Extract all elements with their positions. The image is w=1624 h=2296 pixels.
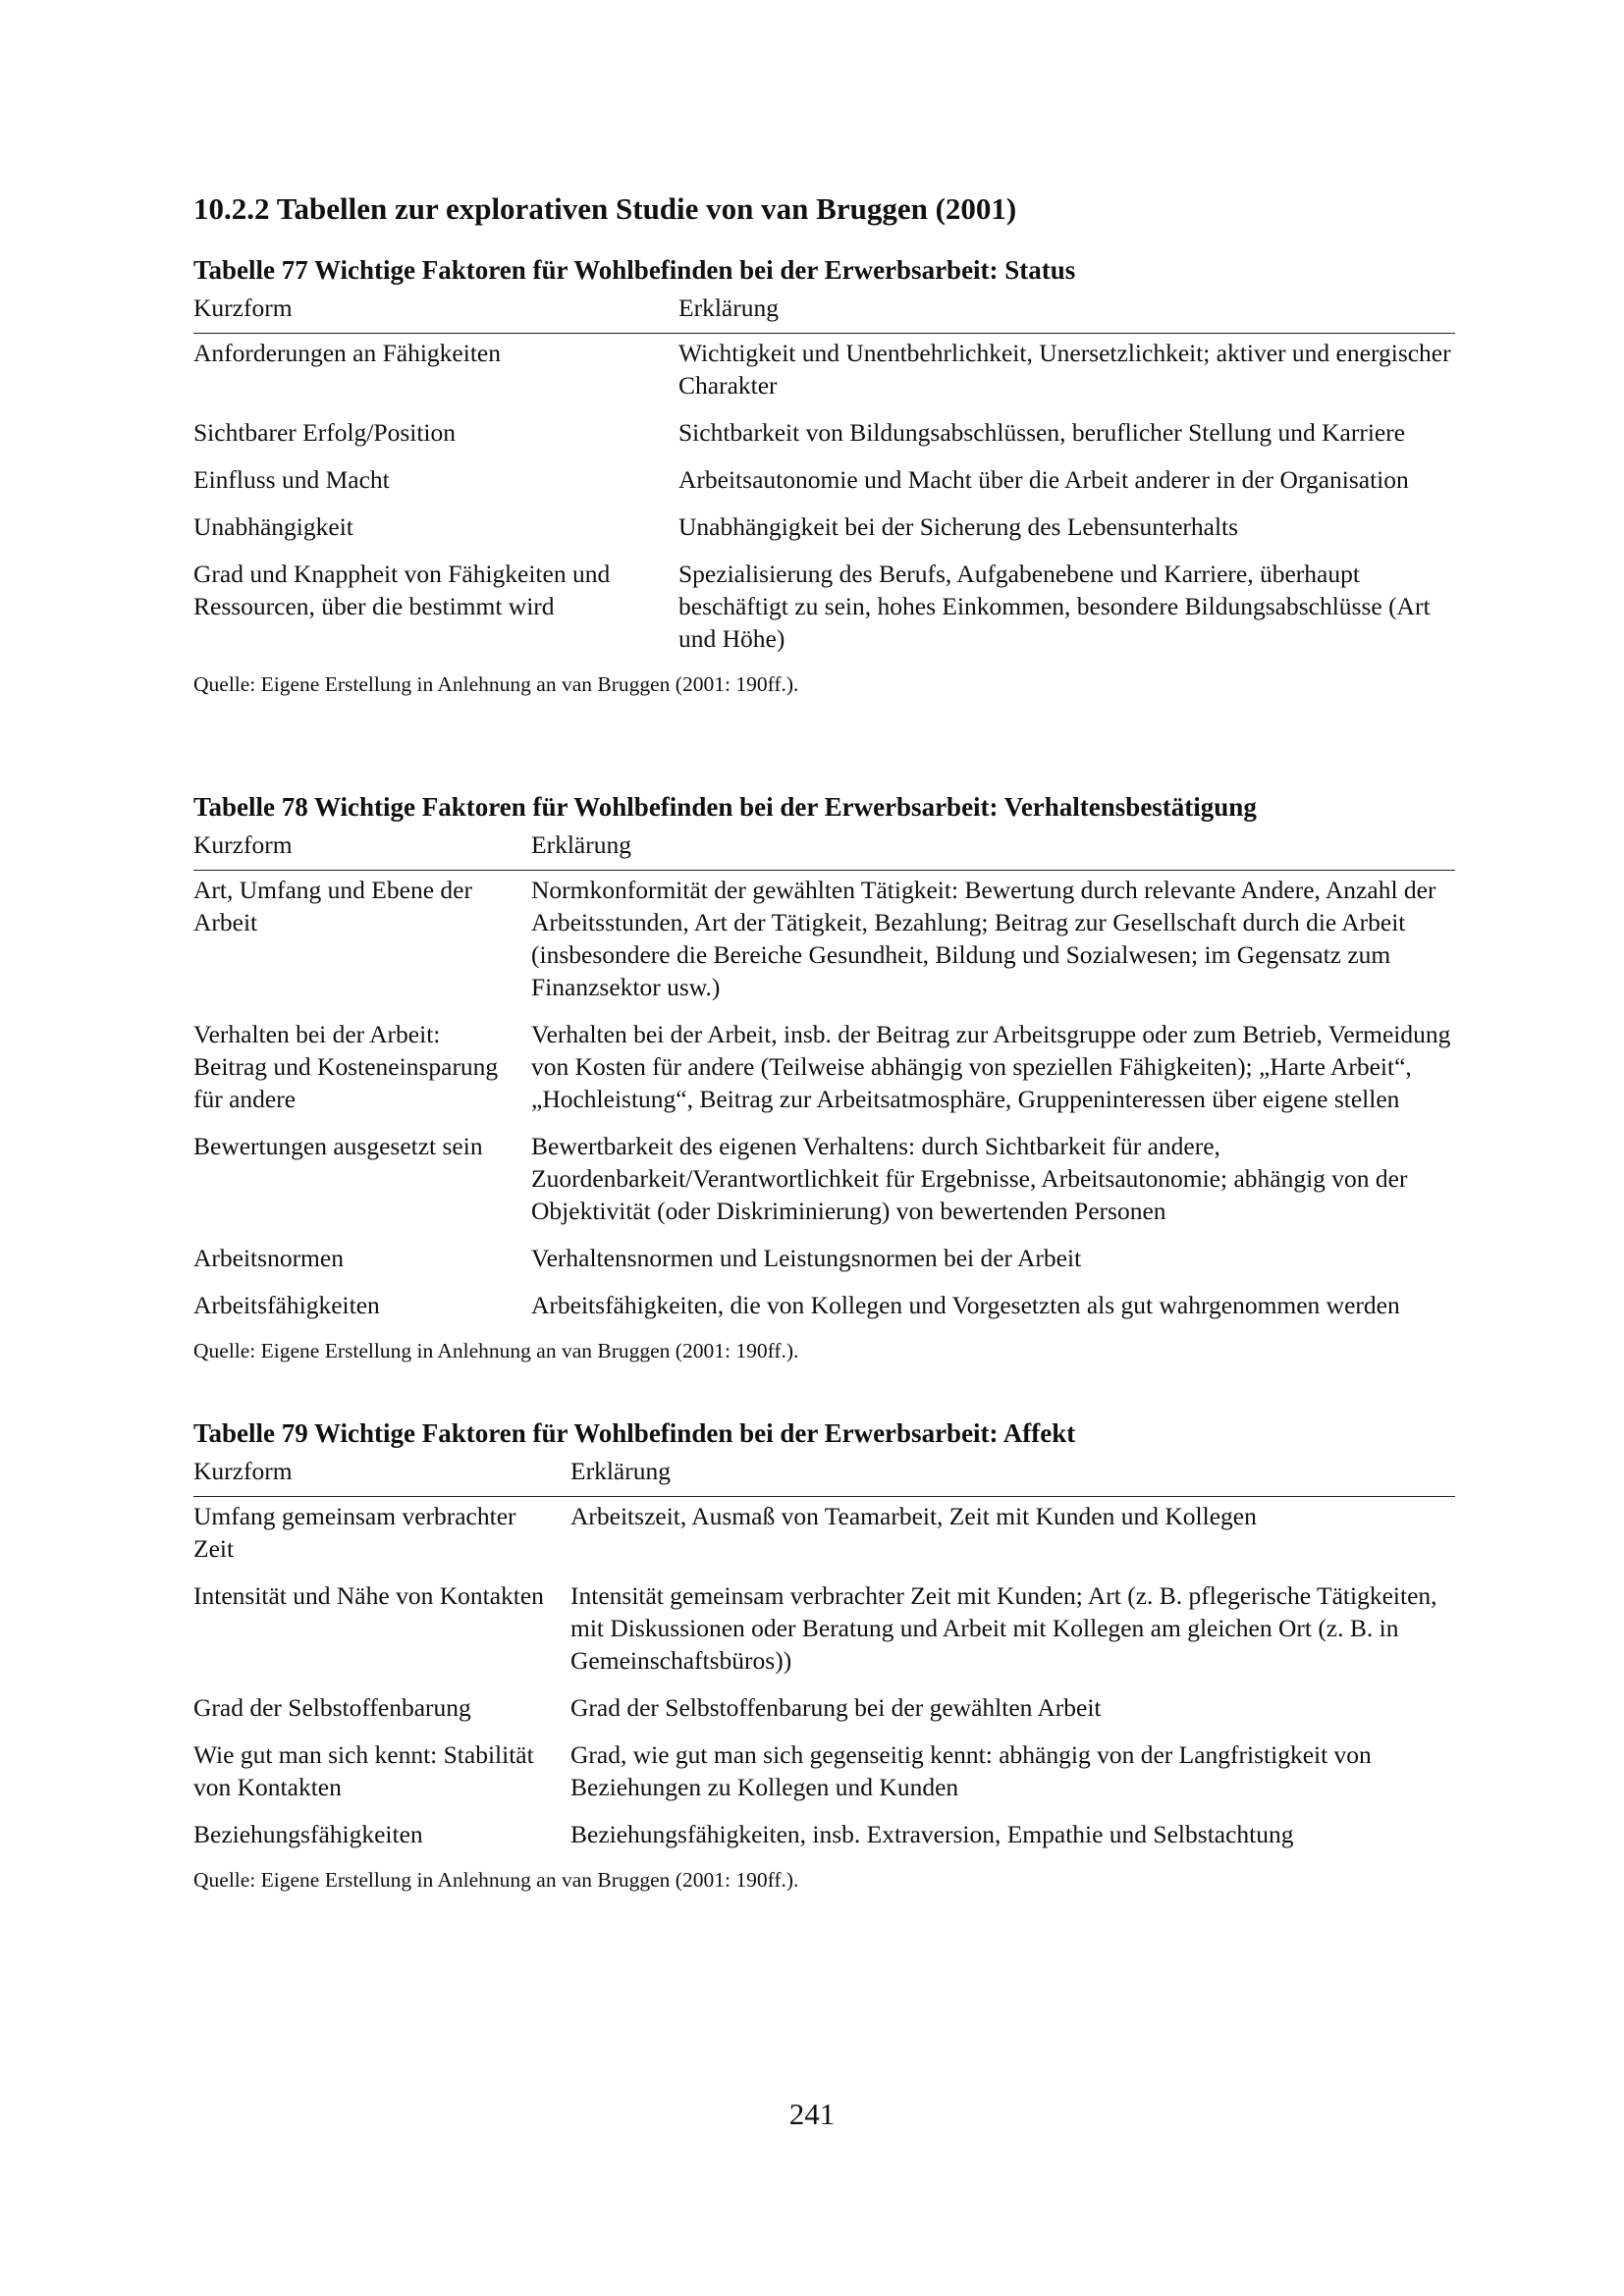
- table-header-row: [193, 828, 1455, 871]
- table-row: [193, 1497, 1455, 1580]
- cell-kurzform: Art, Umfang und Ebene der Arbeit: [193, 876, 472, 936]
- table-77-block: [193, 254, 1455, 697]
- cell-erklaerung: Sichtbarkeit von Bildungsabschlüssen, beruflicher Stellung und Karriere: [678, 418, 1406, 447]
- table-title: Tabelle 77 Wichtige Faktoren für Wohlbefinden bei der Erwerbsarbeit: Status: [193, 255, 1076, 285]
- header-erklaerung: Erklärung: [678, 292, 1455, 334]
- cell-kurzform: Einfluss und Macht: [193, 465, 390, 494]
- table-row: [193, 1691, 1455, 1738]
- cell-erklaerung: Unabhängigkeit bei der Sicherung des Lebensunterhalts: [678, 512, 1239, 541]
- table-source-note: Quelle: Eigene Erstellung in Anlehnung an van Bruggen (2001: 190ff.).: [193, 672, 799, 696]
- document-page: [193, 191, 1455, 1893]
- table-row: [193, 1579, 1455, 1691]
- cell-erklaerung: Wichtigkeit und Unentbehrlichkeit, Unersetzlichkeit; aktiver und energischer Charakter: [678, 339, 1451, 400]
- table-78-block: [193, 791, 1455, 1363]
- cell-kurzform: Grad der Selbstoffenbarung: [193, 1693, 471, 1722]
- table-row: [193, 1738, 1455, 1818]
- table-row: [193, 558, 1455, 669]
- table-row: [193, 1289, 1455, 1336]
- cell-kurzform: Anforderungen an Fähigkeiten: [193, 339, 501, 367]
- cell-erklaerung: Beziehungsfähigkeiten, insb. Extraversion, Empathie und Selbstachtung: [570, 1820, 1294, 1848]
- cell-kurzform: Arbeitsfähigkeiten: [193, 1291, 380, 1319]
- cell-kurzform: Intensität und Nähe von Kontakten: [193, 1581, 544, 1610]
- cell-erklaerung: Bewertbarkeit des eigenen Verhaltens: durch Sichtbarkeit für andere, Zuordenbarkeit/Verantwortlichkeit für Ergebnisse, Arbeitsautonomie; abhängig von der Objektivität (oder Diskriminierung) von bewertenden Personen: [531, 1132, 1408, 1225]
- cell-erklaerung: Verhalten bei der Arbeit, insb. der Beitrag zur Arbeitsgruppe oder zum Betrieb, Vermeidung von Kosten für andere (Teilweise abhängig von speziellen Fähigkeiten); „Harte Arbeit“, „Hochleistung“, Beitrag zur Arbeitsatmosphäre, Gruppeninteressen über eigene stellen: [531, 1020, 1451, 1113]
- table-source-note: Quelle: Eigene Erstellung in Anlehnung an van Bruggen (2001: 190ff.).: [193, 1868, 799, 1892]
- table-row: [193, 463, 1455, 510]
- header-kurzform: Kurzform: [193, 292, 678, 334]
- table-78: [193, 828, 1455, 1336]
- cell-kurzform: Umfang gemeinsam verbrachter Zeit: [193, 1502, 516, 1563]
- table-row: [193, 871, 1455, 1019]
- cell-erklaerung: Arbeitszeit, Ausmaß von Teamarbeit, Zeit mit Kunden und Kollegen: [570, 1502, 1257, 1530]
- table-title: Tabelle 78 Wichtige Faktoren für Wohlbefinden bei der Erwerbsarbeit: Verhaltensbestätigung: [193, 792, 1257, 822]
- cell-kurzform: Grad und Knappheit von Fähigkeiten und Ressourcen, über die bestimmt wird: [193, 560, 611, 620]
- table-row: [193, 1130, 1455, 1242]
- header-kurzform: Kurzform: [193, 828, 531, 871]
- cell-kurzform: Sichtbarer Erfolg/Position: [193, 418, 457, 447]
- cell-kurzform: Wie gut man sich kennt: Stabilität von Kontakten: [193, 1740, 534, 1801]
- cell-erklaerung: Grad, wie gut man sich gegenseitig kennt: abhängig von der Langfristigkeit von Beziehungen zu Kollegen und Kunden: [570, 1740, 1372, 1801]
- table-row: [193, 1018, 1455, 1130]
- cell-kurzform: Verhalten bei der Arbeit: Beitrag und Kosteneinsparung für andere: [193, 1020, 499, 1113]
- cell-erklaerung: Verhaltensnormen und Leistungsnormen bei der Arbeit: [531, 1244, 1082, 1272]
- table-77: [193, 292, 1455, 669]
- table-row: [193, 334, 1455, 417]
- table-source-note: Quelle: Eigene Erstellung in Anlehnung an van Bruggen (2001: 190ff.).: [193, 1339, 799, 1362]
- header-erklaerung: Erklärung: [570, 1455, 1455, 1497]
- section-heading: 10.2.2 Tabellen zur explorativen Studie von van Bruggen (2001): [193, 191, 1017, 226]
- cell-erklaerung: Arbeitsautonomie und Macht über die Arbeit anderer in der Organisation: [678, 465, 1409, 494]
- cell-kurzform: Arbeitsnormen: [193, 1244, 344, 1272]
- table-header-row: [193, 292, 1455, 334]
- table-row: [193, 1818, 1455, 1865]
- cell-erklaerung: Normkonformität der gewählten Tätigkeit: Bewertung durch relevante Andere, Anzahl der Arbeitsstunden, Art der Tätigkeit, Bezahlung; Beitrag zur Gesellschaft durch die Arbeit (insbesondere die Bereiche Gesundheit, Bildung und Sozialwesen; im Gegensatz zum Finanzsektor usw.): [531, 876, 1436, 1001]
- page-number: 241: [788, 2097, 836, 2131]
- table-title: Tabelle 79 Wichtige Faktoren für Wohlbefinden bei der Erwerbsarbeit: Affekt: [193, 1418, 1076, 1448]
- cell-kurzform: Bewertungen ausgesetzt sein: [193, 1132, 483, 1160]
- header-kurzform: Kurzform: [193, 1455, 570, 1497]
- table-row: [193, 416, 1455, 463]
- table-row: [193, 1242, 1455, 1289]
- table-header-row: [193, 1455, 1455, 1497]
- cell-erklaerung: Spezialisierung des Berufs, Aufgabenebene und Karriere, überhaupt beschäftigt zu sein, hohes Einkommen, besondere Bildungsabschlüsse (Art und Höhe): [678, 560, 1431, 653]
- cell-erklaerung: Arbeitsfähigkeiten, die von Kollegen und Vorgesetzten als gut wahrgenommen werden: [531, 1291, 1400, 1319]
- cell-kurzform: Beziehungsfähigkeiten: [193, 1820, 423, 1848]
- table-row: [193, 510, 1455, 558]
- cell-erklaerung: Intensität gemeinsam verbrachter Zeit mit Kunden; Art (z. B. pflegerische Tätigkeiten, mit Diskussionen oder Beratung und Arbeit mit Kollegen am gleichen Ort (z. B. in Gemeinschaftsbüros)): [570, 1581, 1437, 1675]
- cell-kurzform: Unabhängigkeit: [193, 512, 353, 541]
- table-79: [193, 1455, 1455, 1865]
- header-erklaerung: Erklärung: [531, 828, 1455, 871]
- table-79-block: [193, 1417, 1455, 1893]
- cell-erklaerung: Grad der Selbstoffenbarung bei der gewählten Arbeit: [570, 1693, 1102, 1722]
